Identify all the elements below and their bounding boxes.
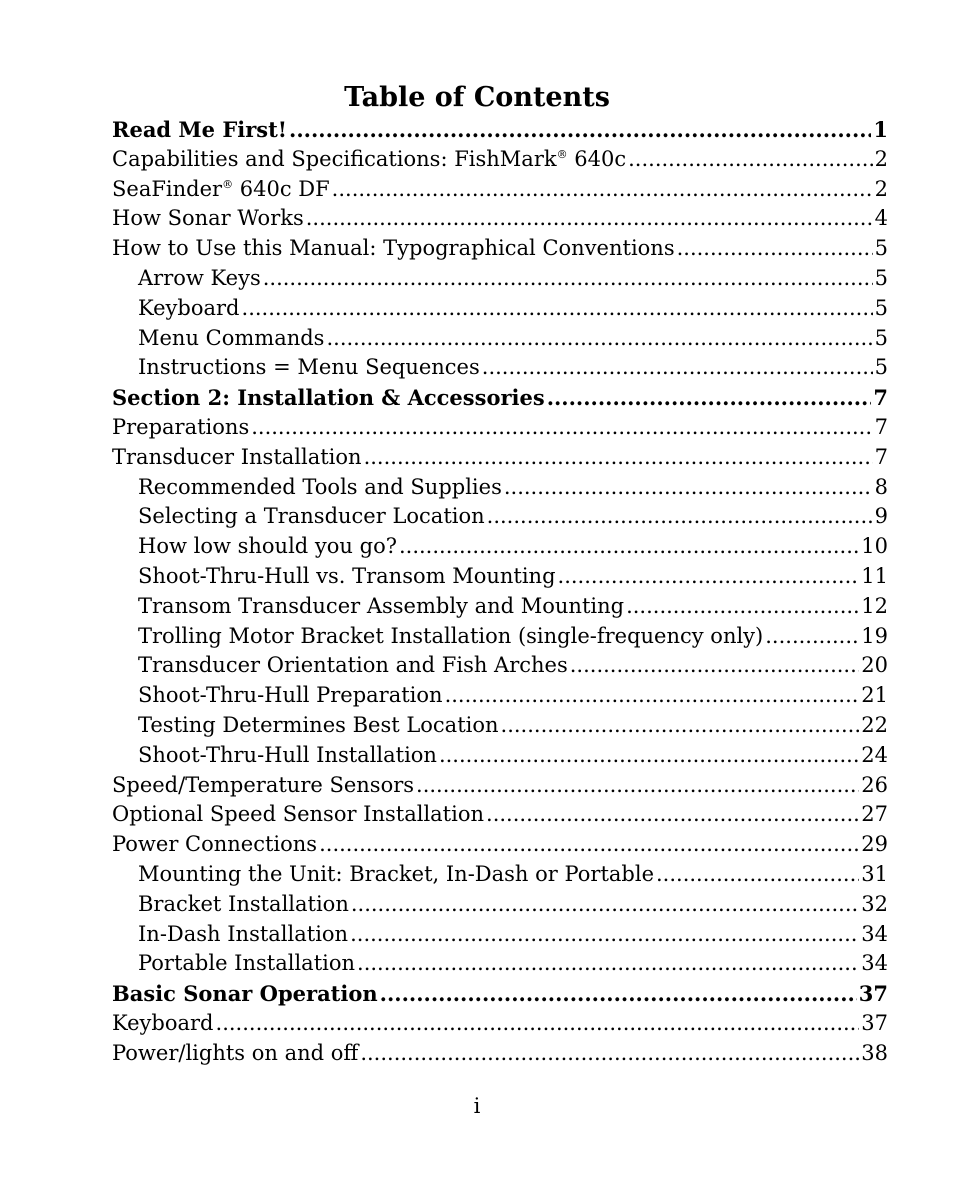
- dot-leader: [416, 771, 859, 801]
- toc-entry[interactable]: [112, 443, 888, 473]
- toc-entry-title: [138, 741, 437, 771]
- dot-leader: [242, 294, 873, 324]
- toc-entry-title-text: How to Use this Manual: Typographical Conventions: [112, 236, 675, 261]
- toc-entry-page-number: 38: [861, 1040, 888, 1065]
- toc-entry-title-text: Transom Transducer Assembly and Mounting: [138, 593, 625, 618]
- toc-entry-page-number: 32: [861, 891, 888, 916]
- toc-entry[interactable]: [112, 830, 888, 860]
- toc-entry-page-number: 22: [861, 712, 888, 737]
- page-title: Table of Contents: [344, 82, 610, 113]
- toc-entry-title: [112, 175, 330, 205]
- toc-entry-title: [138, 949, 355, 979]
- toc-entry-title-text: Shoot-Thru-Hull vs. Transom Mounting: [138, 563, 556, 588]
- toc-entry-title-text: Keyboard: [138, 295, 240, 320]
- toc-entry[interactable]: [112, 592, 888, 622]
- toc-entry-title: [112, 800, 484, 830]
- dot-leader: [216, 1009, 860, 1039]
- toc-entry-page-number: 37: [858, 981, 888, 1007]
- toc-entry-title: [112, 204, 304, 234]
- toc-entry-page-number: 11: [861, 563, 888, 588]
- toc-entry-page-number: 19: [861, 623, 888, 648]
- toc-entry-title: [138, 592, 624, 622]
- dot-leader: [399, 532, 859, 562]
- toc-entry[interactable]: [112, 353, 888, 383]
- toc-entry-page-number: 9: [874, 504, 888, 529]
- toc-entry-title-text: How Sonar Works: [112, 206, 304, 231]
- toc-entry-title: [112, 771, 414, 801]
- toc-entry[interactable]: [112, 294, 888, 324]
- dot-leader: [326, 324, 872, 354]
- toc-entry-page-number: 10: [861, 534, 888, 559]
- toc-entry[interactable]: [112, 145, 888, 175]
- toc-entry[interactable]: [112, 204, 888, 234]
- toc-entry[interactable]: [112, 413, 888, 443]
- toc-entry-title: [112, 413, 249, 443]
- toc-entry-title-text: In-Dash Installation: [138, 921, 349, 946]
- dot-leader: [263, 264, 873, 294]
- dot-leader: [360, 1039, 859, 1069]
- toc-entry-page-number: 24: [861, 742, 888, 767]
- toc-entry-page-number: 27: [861, 802, 888, 827]
- toc-entry[interactable]: [112, 890, 888, 920]
- toc-entry-title: [138, 562, 556, 592]
- toc-entry[interactable]: [112, 949, 888, 979]
- toc-entry-title: [138, 681, 443, 711]
- toc-entry[interactable]: [112, 1009, 888, 1039]
- toc-entry-title-text: Speed/Temperature Sensors: [112, 772, 415, 797]
- toc-entry-title: [112, 443, 362, 473]
- toc-entry-title: [112, 1009, 214, 1039]
- toc-entry-page-number: 1: [873, 117, 888, 142]
- toc-entry-page-number: 31: [861, 861, 888, 886]
- toc-entry[interactable]: [112, 800, 888, 830]
- toc-entry-title: [112, 234, 675, 264]
- dot-leader: [558, 562, 860, 592]
- toc-entry-title-text: SeaFinder: [112, 176, 223, 201]
- toc-entry-page-number: 2: [874, 146, 888, 171]
- toc-entry-title-text: Power/lights on and off: [112, 1040, 359, 1065]
- dot-leader: [251, 413, 872, 443]
- toc-entry-page-number: 5: [874, 236, 888, 261]
- toc-entry-title-text: Section 2: Installation & Accessories: [112, 385, 545, 411]
- toc-entry-title-text: Capabilities and Specifications: FishMark: [112, 146, 557, 171]
- dot-leader: [765, 622, 859, 652]
- dot-leader: [319, 830, 859, 860]
- toc-entry-title-text: Transducer Installation: [112, 444, 362, 469]
- toc-entry-title-text: Read Me First!: [112, 117, 288, 142]
- toc-entry[interactable]: [112, 711, 888, 741]
- toc-entry-title-text: Recommended Tools and Supplies: [138, 474, 502, 499]
- toc-entry[interactable]: [112, 651, 888, 681]
- toc-entry-page-number: 5: [874, 355, 888, 380]
- toc-entry[interactable]: [112, 502, 888, 532]
- table-of-contents: [112, 115, 888, 1069]
- toc-entry-title-text: Shoot-Thru-Hull Installation: [138, 742, 437, 767]
- dot-leader: [364, 443, 873, 473]
- toc-entry-page-number: 37: [861, 1010, 888, 1035]
- toc-entry-title-text: How low should you go?: [138, 534, 397, 559]
- toc-entry-page-number: 12: [861, 593, 888, 618]
- toc-entry[interactable]: [112, 622, 888, 652]
- toc-entry-title-text: Optional Speed Sensor Installation: [112, 802, 485, 827]
- toc-entry-page-number: 5: [874, 295, 888, 320]
- toc-entry-page-number: 7: [873, 385, 888, 411]
- dot-leader: [357, 949, 859, 979]
- toc-entry[interactable]: [112, 264, 888, 294]
- toc-entry-title-text: Basic Sonar Operation: [112, 981, 378, 1007]
- toc-entry-page-number: 7: [874, 414, 888, 439]
- toc-entry-page-number: 4: [874, 206, 888, 231]
- toc-entry-page-number: 21: [861, 683, 888, 708]
- toc-entry-title: [112, 383, 545, 413]
- toc-entry-title-text: Preparations: [112, 414, 250, 439]
- toc-entry-title: [138, 890, 349, 920]
- toc-entry-title: [112, 1039, 358, 1069]
- toc-entry-title: [138, 651, 568, 681]
- toc-entry-page-number: 34: [861, 921, 888, 946]
- toc-entry-title: [112, 830, 317, 860]
- toc-entry[interactable]: [112, 532, 888, 562]
- dot-leader: [351, 890, 859, 920]
- toc-entry[interactable]: [112, 175, 888, 205]
- toc-entry-title: [138, 473, 502, 503]
- toc-entry-title-text: Arrow Keys: [138, 265, 261, 290]
- toc-entry-title: [138, 353, 480, 383]
- dot-leader: [445, 681, 860, 711]
- toc-entry-title: [112, 115, 287, 145]
- toc-entry[interactable]: [112, 860, 888, 890]
- dot-leader: [306, 204, 873, 234]
- toc-entry-title-suffix: 640c DF: [233, 176, 330, 201]
- toc-entry-title-text: Bracket Installation: [138, 891, 349, 916]
- toc-entry-title-text: Transducer Orientation and Fish Arches: [138, 653, 568, 678]
- dot-leader: [487, 502, 873, 532]
- dot-leader: [350, 920, 859, 950]
- toc-entry-page-number: 26: [861, 772, 888, 797]
- toc-entry-title: [138, 860, 654, 890]
- toc-entry-page-number: 7: [874, 444, 888, 469]
- toc-entry-title: [138, 532, 397, 562]
- toc-entry[interactable]: [112, 562, 888, 592]
- dot-leader: [504, 473, 873, 503]
- toc-entry-title: [138, 920, 348, 950]
- dot-leader: [628, 145, 873, 175]
- toc-entry[interactable]: [112, 234, 888, 264]
- toc-entry-title-text: Power Connections: [112, 832, 318, 857]
- toc-entry-title-text: Shoot-Thru-Hull Preparation: [138, 683, 443, 708]
- toc-entry[interactable]: [112, 383, 888, 413]
- toc-entry-page-number: 8: [874, 474, 888, 499]
- toc-entry[interactable]: [112, 741, 888, 771]
- dot-leader: [677, 234, 873, 264]
- toc-entry[interactable]: [112, 920, 888, 950]
- toc-entry[interactable]: [112, 115, 888, 145]
- toc-entry-title: [138, 502, 485, 532]
- toc-entry-title-text: Keyboard: [112, 1010, 214, 1035]
- dot-leader: [332, 175, 873, 205]
- toc-entry-title-suffix: 640c: [567, 146, 627, 171]
- toc-entry-title-text: Trolling Motor Bracket Installation (single-frequency only): [138, 623, 764, 648]
- toc-entry-title-text: Selecting a Transducer Location: [138, 504, 485, 529]
- dot-leader: [380, 979, 857, 1009]
- dot-leader: [482, 353, 873, 383]
- toc-entry-title: [138, 294, 240, 324]
- toc-entry-title-text: Testing Determines Best Location: [138, 712, 499, 737]
- toc-entry-title: [138, 622, 763, 652]
- dot-leader: [570, 651, 860, 681]
- toc-entry[interactable]: [112, 324, 888, 354]
- toc-entry-title-text: Portable Installation: [138, 951, 356, 976]
- toc-entry-title: [112, 145, 626, 175]
- registered-trademark-symbol: ®: [556, 147, 568, 161]
- toc-entry-page-number: 2: [874, 176, 888, 201]
- toc-entry-page-number: 20: [861, 653, 888, 678]
- dot-leader: [501, 711, 860, 741]
- toc-entry-title-text: Mounting the Unit: Bracket, In-Dash or Portable: [138, 861, 654, 886]
- toc-entry-page-number: 5: [874, 265, 888, 290]
- toc-entry-title: [112, 979, 378, 1009]
- dot-leader: [486, 800, 859, 830]
- toc-entry[interactable]: [112, 1039, 888, 1069]
- toc-entry-title: [138, 711, 499, 741]
- page-number: i: [473, 1094, 481, 1118]
- toc-entry-page-number: 34: [861, 951, 888, 976]
- toc-entry[interactable]: [112, 473, 888, 503]
- toc-entry[interactable]: [112, 979, 888, 1009]
- toc-entry-title-text: Instructions = Menu Sequences: [138, 355, 480, 380]
- toc-entry-title: [138, 324, 324, 354]
- toc-entry-page-number: 29: [861, 832, 888, 857]
- dot-leader: [547, 383, 872, 413]
- dot-leader: [626, 592, 859, 622]
- registered-trademark-symbol: ®: [222, 177, 234, 191]
- toc-entry[interactable]: [112, 771, 888, 801]
- dot-leader: [439, 741, 859, 771]
- dot-leader: [656, 860, 859, 890]
- toc-entry-page-number: 5: [874, 325, 888, 350]
- toc-entry[interactable]: [112, 681, 888, 711]
- toc-entry-title: [138, 264, 261, 294]
- dot-leader: [289, 115, 871, 145]
- toc-entry-title-text: Menu Commands: [138, 325, 325, 350]
